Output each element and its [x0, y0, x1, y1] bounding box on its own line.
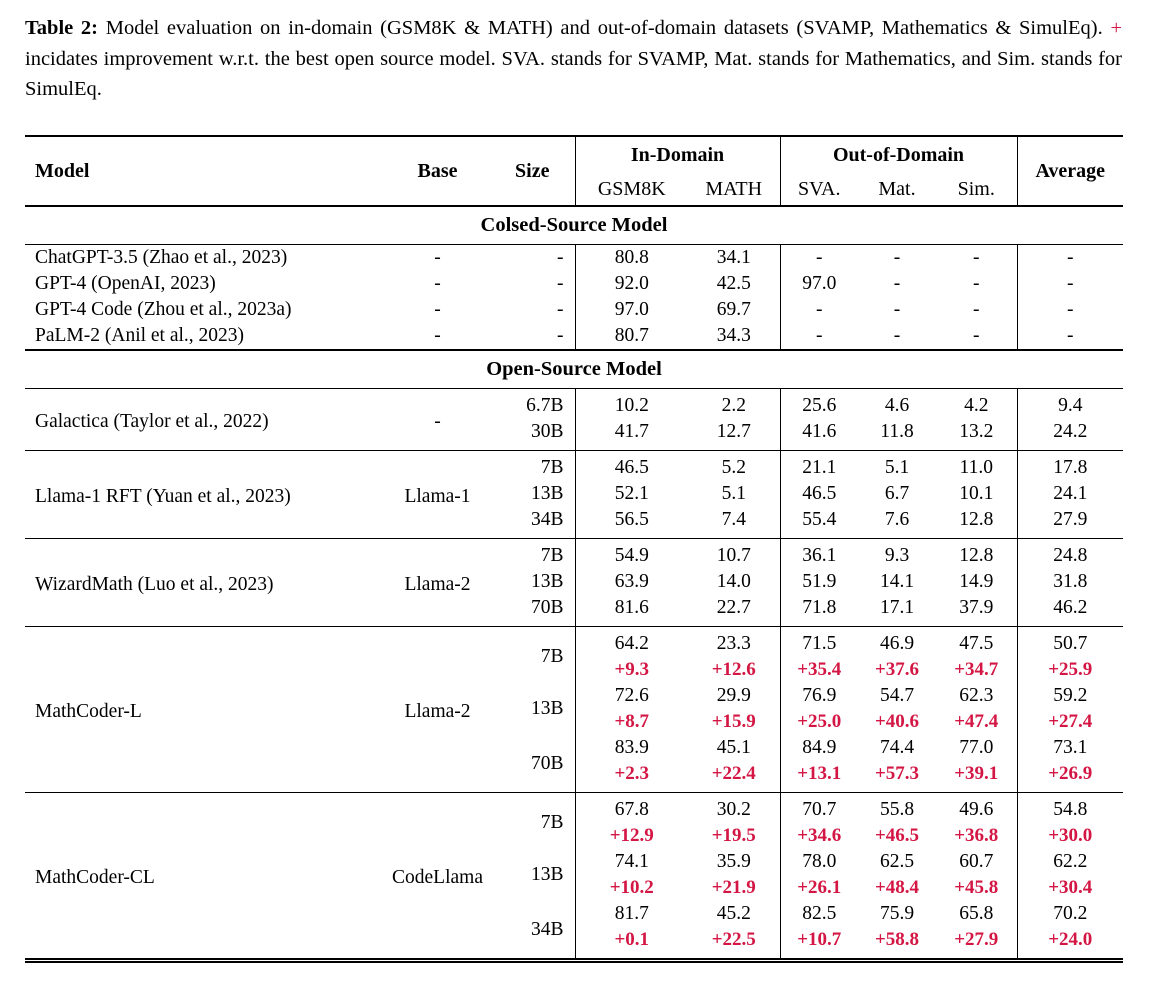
score-cell: - — [780, 323, 858, 350]
score-row — [25, 245, 1123, 272]
delta-cell: +22.4 — [711, 763, 756, 784]
delta-cell: +40.6 — [874, 711, 920, 732]
score-cell: 24.2 — [1017, 419, 1123, 451]
score-cell: 12.8 — [959, 509, 994, 530]
score-cell: 10.1 — [959, 483, 994, 504]
score-cell: 7.6 — [884, 509, 910, 530]
delta-cell: +26.9 — [1017, 761, 1123, 793]
model-name: Galactica (Taylor et al., 2022) — [35, 410, 269, 432]
score-cell: 21.1 — [780, 451, 858, 482]
score-cell: - — [973, 299, 980, 320]
table-caption — [25, 13, 1122, 105]
base-model: - — [434, 325, 441, 346]
delta-cell: +57.3 — [874, 763, 920, 784]
model-size: 7B — [540, 545, 564, 566]
score-cell: 10.2 — [575, 389, 688, 420]
score-row — [25, 271, 1123, 297]
score-cell: 62.5 — [879, 851, 915, 872]
delta-cell: +30.0 — [1017, 823, 1123, 849]
score-cell: 7.4 — [721, 509, 746, 530]
delta-cell: +10.2 — [575, 875, 688, 901]
score-row — [25, 389, 1123, 420]
score-cell: 54.7 — [879, 685, 915, 706]
score-cell: 12.8 — [959, 545, 994, 566]
score-cell: 80.7 — [575, 323, 688, 350]
header-mat: Mat. — [878, 178, 916, 200]
score-cell: 77.0 — [959, 737, 994, 758]
delta-cell: +25.0 — [780, 709, 858, 735]
score-cell: 65.8 — [959, 903, 994, 924]
score-cell: 4.2 — [964, 395, 989, 416]
score-cell: - — [1017, 271, 1123, 297]
score-cell: 74.1 — [575, 849, 688, 875]
model-size: 7B — [540, 457, 564, 478]
model-name: MathCoder-L — [35, 700, 142, 722]
score-cell: 50.7 — [1017, 627, 1123, 658]
model-size: 70B — [530, 752, 564, 774]
score-cell: 97.0 — [575, 297, 688, 323]
delta-cell: +27.4 — [1017, 709, 1123, 735]
score-cell: 2.2 — [721, 395, 746, 416]
score-cell: 52.1 — [575, 481, 688, 507]
section-title: Colsed-Source Model — [480, 214, 668, 236]
delta-cell: +2.3 — [575, 761, 688, 793]
score-cell: 55.4 — [780, 507, 858, 539]
score-cell: 11.0 — [959, 457, 993, 478]
score-cell: - — [780, 297, 858, 323]
score-row — [25, 627, 1123, 658]
caption-plus-sign: + — [1110, 17, 1122, 39]
table-body — [25, 206, 1123, 958]
score-cell: 36.1 — [780, 539, 858, 570]
score-cell: 81.6 — [575, 595, 688, 627]
model-size: 34B — [530, 509, 564, 530]
delta-cell: +37.6 — [874, 659, 920, 680]
delta-cell: +10.7 — [780, 927, 858, 958]
delta-cell: +34.7 — [954, 659, 999, 680]
score-cell: 41.7 — [575, 419, 688, 451]
score-cell: 45.2 — [716, 903, 751, 924]
header-average: Average — [1017, 137, 1123, 206]
score-cell: 55.8 — [879, 799, 915, 820]
header-row-groups — [25, 137, 1123, 174]
score-cell: - — [893, 299, 901, 320]
score-cell: - — [893, 247, 901, 268]
delta-cell: +12.9 — [575, 823, 688, 849]
score-cell: 46.2 — [1017, 595, 1123, 627]
score-cell: 62.3 — [959, 685, 994, 706]
score-cell: 46.9 — [879, 633, 915, 654]
delta-cell: +13.1 — [780, 761, 858, 793]
delta-cell: +35.4 — [780, 657, 858, 683]
base-model: CodeLlama — [392, 866, 483, 888]
base-model: - — [434, 273, 441, 294]
score-cell: 30.2 — [716, 799, 751, 820]
header-sva: SVA. — [780, 174, 858, 206]
score-cell: 11.8 — [880, 421, 914, 442]
base-model: Llama-2 — [404, 700, 471, 722]
score-cell: 69.7 — [716, 299, 751, 320]
caption-text-after-plus: incidates improvement w.r.t. the best open source model. SVA. stands for SVAMP, Mat. stands for Mathematics, and Sim. stands for SimulEq. — [25, 47, 1122, 100]
score-cell: - — [1017, 245, 1123, 272]
header-out-of-domain: Out-of-Domain — [780, 137, 1017, 174]
section-title-row — [25, 350, 1123, 389]
table-header — [25, 137, 1123, 206]
score-cell: 29.9 — [716, 685, 751, 706]
score-cell: 46.5 — [575, 451, 688, 482]
score-cell: - — [973, 325, 980, 346]
model-size: 34B — [530, 918, 564, 940]
model-name: GPT-4 Code (Zhou et al., 2023a) — [35, 299, 292, 320]
score-cell: - — [893, 325, 901, 346]
score-cell: - — [1017, 323, 1123, 350]
score-cell: 25.6 — [780, 389, 858, 420]
base-model: - — [434, 410, 441, 432]
score-cell: 78.0 — [780, 849, 858, 875]
section-title-row — [25, 206, 1123, 245]
score-cell: 46.5 — [780, 481, 858, 507]
score-cell: 56.5 — [575, 507, 688, 539]
model-size: 7B — [540, 646, 564, 667]
model-size: - — [557, 299, 564, 320]
header-sim: Sim. — [957, 178, 995, 200]
delta-cell: +24.0 — [1017, 927, 1123, 958]
delta-cell: +30.4 — [1017, 875, 1123, 901]
score-cell: - — [780, 245, 858, 272]
score-cell: 14.1 — [879, 571, 915, 592]
score-cell: 35.9 — [716, 851, 751, 872]
delta-cell: +48.4 — [874, 877, 920, 898]
score-cell: 64.2 — [575, 627, 688, 658]
header-model: Model — [35, 159, 90, 182]
caption-label: Table 2: — [25, 17, 99, 39]
model-name: ChatGPT-3.5 (Zhao et al., 2023) — [35, 247, 288, 268]
score-cell: 75.9 — [879, 903, 915, 924]
delta-cell: +0.1 — [575, 927, 688, 958]
score-cell: 13.2 — [959, 421, 994, 442]
score-cell: 31.8 — [1017, 569, 1123, 595]
model-name: Llama-1 RFT (Yuan et al., 2023) — [35, 485, 291, 507]
model-size: 30B — [530, 421, 564, 442]
results-table-wrap — [25, 135, 1123, 963]
score-cell: 82.5 — [780, 901, 858, 927]
delta-cell: +34.6 — [780, 823, 858, 849]
score-cell: 54.9 — [575, 539, 688, 570]
score-cell: 84.9 — [780, 735, 858, 761]
score-cell: 5.1 — [721, 483, 746, 504]
score-cell: - — [973, 273, 980, 294]
delta-cell: +46.5 — [874, 825, 920, 846]
score-row — [25, 451, 1123, 482]
score-cell: 76.9 — [780, 683, 858, 709]
score-cell: 41.6 — [780, 419, 858, 451]
delta-cell: +8.7 — [575, 709, 688, 735]
model-size: 7B — [540, 812, 564, 833]
score-cell: 34.3 — [716, 325, 751, 346]
score-cell: 47.5 — [959, 633, 994, 654]
delta-cell: +39.1 — [954, 763, 999, 784]
delta-cell: +19.5 — [711, 825, 756, 846]
model-size: 13B — [530, 571, 564, 592]
delta-cell: +15.9 — [711, 711, 756, 732]
score-cell: - — [1017, 297, 1123, 323]
score-cell: 70.7 — [780, 793, 858, 824]
model-size: 13B — [530, 698, 564, 719]
model-name: PaLM-2 (Anil et al., 2023) — [35, 325, 245, 346]
score-cell: 37.9 — [959, 597, 994, 618]
score-row — [25, 793, 1123, 824]
delta-cell: +26.1 — [780, 875, 858, 901]
score-cell: 14.9 — [959, 571, 994, 592]
delta-cell: +45.8 — [954, 877, 999, 898]
score-cell: 92.0 — [575, 271, 688, 297]
score-cell: 9.3 — [884, 545, 910, 566]
score-cell: 71.8 — [780, 595, 858, 627]
score-cell: 4.6 — [884, 395, 910, 416]
delta-cell: +47.4 — [954, 711, 999, 732]
score-row — [25, 323, 1123, 350]
section-title: Open-Source Model — [486, 358, 662, 380]
score-cell: 34.1 — [716, 247, 751, 268]
model-size: 6.7B — [526, 395, 564, 416]
delta-cell: +58.8 — [874, 929, 920, 950]
score-cell: 80.8 — [575, 245, 688, 272]
score-cell: 54.8 — [1017, 793, 1123, 824]
model-name: GPT-4 (OpenAI, 2023) — [35, 273, 216, 294]
score-cell: 22.7 — [716, 597, 751, 618]
score-cell: 59.2 — [1017, 683, 1123, 709]
score-cell: 12.7 — [716, 421, 751, 442]
header-math: MATH — [705, 178, 763, 200]
score-cell: 81.7 — [575, 901, 688, 927]
score-cell: 6.7 — [884, 483, 910, 504]
base-model: Llama-2 — [404, 573, 471, 595]
base-model: - — [434, 247, 441, 268]
model-size: - — [557, 325, 564, 346]
score-cell: 70.2 — [1017, 901, 1123, 927]
delta-cell: +22.5 — [711, 929, 756, 950]
score-cell: - — [973, 247, 980, 268]
base-model: - — [434, 299, 441, 320]
caption-text-before-plus: Model evaluation on in-domain (GSM8K & MATH) and out-of-domain datasets (SVAMP, Mathematics & SimulEq). — [98, 17, 1111, 39]
model-name: WizardMath (Luo et al., 2023) — [35, 573, 274, 595]
score-cell: 97.0 — [780, 271, 858, 297]
score-cell: 49.6 — [959, 799, 994, 820]
score-cell: 27.9 — [1017, 507, 1123, 539]
score-cell: 5.2 — [721, 457, 746, 478]
score-row — [25, 539, 1123, 570]
base-model: Llama-1 — [404, 485, 471, 507]
model-size: 13B — [530, 864, 564, 885]
model-size: - — [557, 247, 564, 268]
score-cell: 23.3 — [716, 633, 751, 654]
model-size: 70B — [530, 597, 564, 618]
score-cell: 17.8 — [1017, 451, 1123, 482]
delta-cell: +12.6 — [711, 659, 756, 680]
score-cell: 71.5 — [780, 627, 858, 658]
score-cell: 72.6 — [575, 683, 688, 709]
delta-cell: +36.8 — [954, 825, 999, 846]
model-size: - — [557, 273, 564, 294]
score-cell: 24.8 — [1017, 539, 1123, 570]
model-name: MathCoder-CL — [35, 866, 155, 888]
delta-cell: +21.9 — [711, 877, 756, 898]
score-cell: 63.9 — [575, 569, 688, 595]
score-cell: 62.2 — [1017, 849, 1123, 875]
score-cell: 42.5 — [716, 273, 751, 294]
score-cell: 60.7 — [959, 851, 994, 872]
score-cell: 74.4 — [879, 737, 915, 758]
score-cell: 17.1 — [879, 597, 915, 618]
results-table — [25, 137, 1123, 958]
score-cell: 73.1 — [1017, 735, 1123, 761]
score-cell: 51.9 — [780, 569, 858, 595]
score-cell: 67.8 — [575, 793, 688, 824]
delta-cell: +25.9 — [1017, 657, 1123, 683]
delta-cell: +27.9 — [954, 929, 999, 950]
score-cell: 45.1 — [716, 737, 751, 758]
header-size: Size — [515, 159, 550, 182]
header-gsm8k: GSM8K — [575, 174, 688, 206]
score-row — [25, 297, 1123, 323]
score-cell: 24.1 — [1017, 481, 1123, 507]
score-cell: 9.4 — [1017, 389, 1123, 420]
score-cell: 5.1 — [884, 457, 910, 478]
score-cell: 83.9 — [575, 735, 688, 761]
header-base: Base — [417, 159, 458, 182]
score-cell: - — [893, 273, 901, 294]
delta-cell: +9.3 — [575, 657, 688, 683]
model-size: 13B — [530, 483, 564, 504]
score-cell: 14.0 — [716, 571, 751, 592]
score-cell: 10.7 — [716, 545, 751, 566]
header-in-domain: In-Domain — [575, 137, 780, 174]
